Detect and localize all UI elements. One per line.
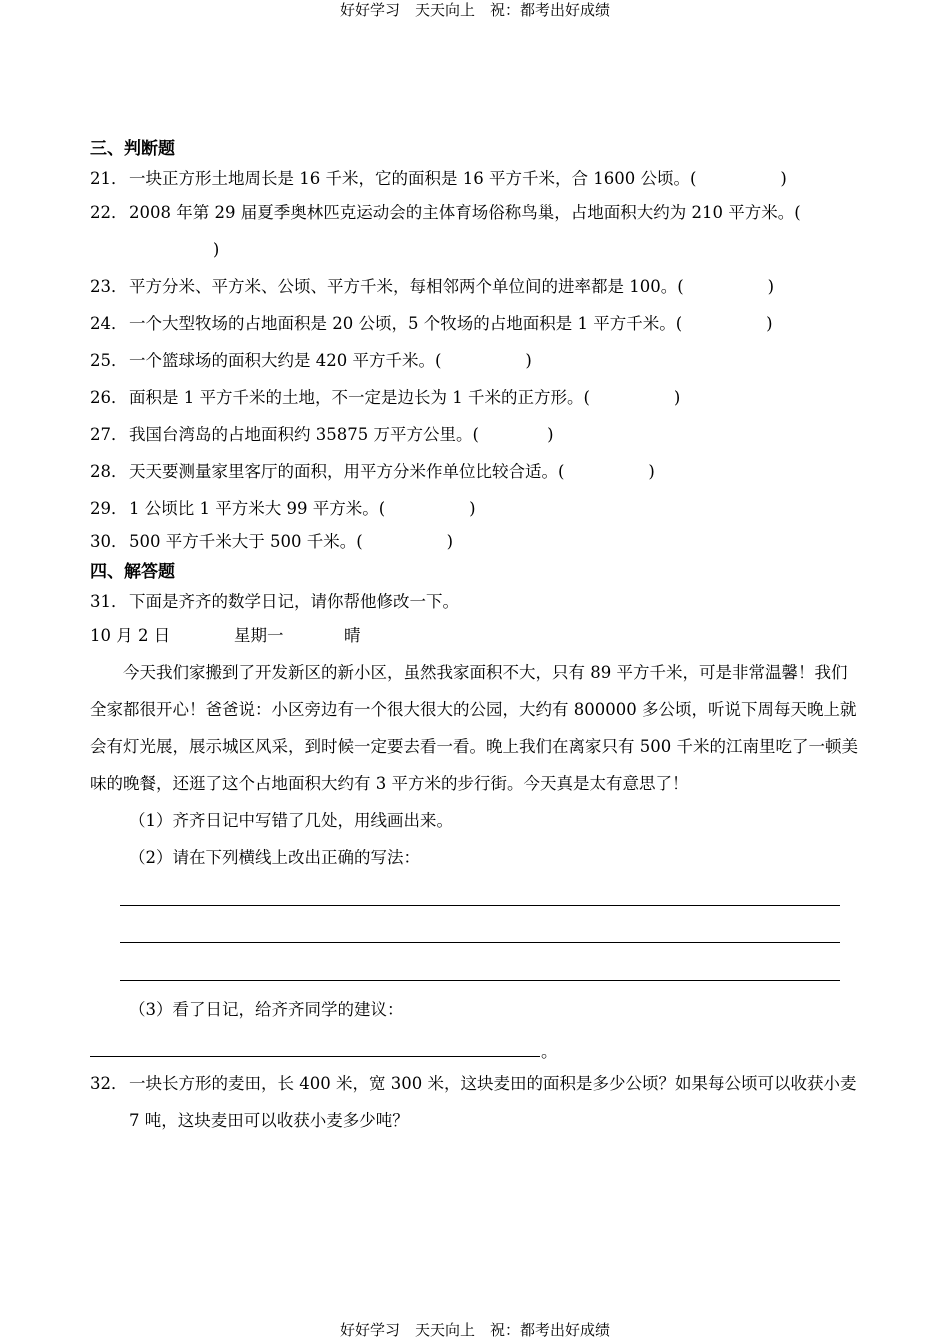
question-22 — [90, 194, 862, 268]
answer-blank[interactable] — [684, 277, 768, 296]
section-title-judgement: 三、判断题 — [90, 139, 175, 159]
paren-close: ) — [547, 425, 554, 444]
question-30 — [90, 527, 862, 557]
sub-question-2: （2）请在下列横线上改出正确的写法： — [129, 848, 420, 867]
page-footer: 好好学习 天天向上 祝：都考出好成绩 — [339, 1321, 610, 1339]
worksheet-content — [90, 134, 862, 1139]
question-number: 27． — [90, 425, 128, 444]
question-number: 26． — [90, 388, 128, 407]
question-number: 30． — [90, 532, 128, 551]
question-26 — [90, 379, 862, 416]
question-text: 面积是 1 平方千米的土地，不一定是边长为 1 千米的正方形。( — [129, 388, 590, 407]
answer-blank[interactable] — [363, 532, 447, 551]
sub-question-1: （1）齐齐日记中写错了几处，用线画出来。 — [129, 811, 453, 830]
question-number: 23． — [90, 277, 128, 296]
question-text: 平方分米、平方米、公顷、平方千米，每相邻两个单位间的进率都是 100。( — [129, 277, 684, 296]
answer-blank[interactable] — [441, 351, 525, 370]
question-text: 一块正方形土地周长是 16 千米，它的面积是 16 平方千米，合 1600 公顷。( — [129, 169, 697, 188]
page-header: 好好学习 天天向上 祝：都考出好成绩 — [339, 1, 610, 19]
question-number: 29． — [90, 499, 128, 518]
diary-paragraph: 今天我们家搬到了开发新区的新小区，虽然我家面积不大，只有 89 平方千米，可是非常温馨！我们全家都很开心！爸爸说：小区旁边有一个很大很大的公园，大约有 800000 多公顷，听说下周每天晚上就会有灯光展，展示城区风采，到时候一定要去看一看。晚上我们在离家只有 500 千米的江南里吃了一顿美味的晚餐，还逛了这个占地面积大约有 3 平方米的步行街。今天真是太有意思了！ — [90, 663, 858, 793]
diary-weather: 晴 — [344, 626, 361, 645]
question-number: 22． — [90, 203, 128, 222]
question-27 — [90, 416, 862, 453]
paren-close: ) — [648, 462, 655, 481]
paren-close: ) — [469, 499, 476, 518]
question-29 — [90, 490, 862, 527]
question-28 — [90, 453, 862, 490]
question-number: 21． — [90, 169, 128, 188]
answer-blank[interactable] — [385, 499, 469, 518]
answer-line[interactable] — [120, 980, 840, 981]
question-number: 28． — [90, 462, 128, 481]
question-21 — [90, 164, 862, 194]
paren-close: ) — [525, 351, 532, 370]
paren-close: ) — [212, 240, 220, 259]
answer-blank[interactable] — [682, 314, 766, 333]
question-number: 24． — [90, 314, 128, 333]
suggestion-line-row — [90, 1028, 862, 1065]
answer-line[interactable] — [120, 942, 840, 943]
paren-close: ) — [673, 388, 681, 407]
question-text: 一块长方形的麦田，长 400 米，宽 300 米，这块麦田的面积是多少公顷？如果每公顷可以收获小麦 7 吨，这块麦田可以收获小麦多少吨？ — [129, 1074, 857, 1130]
answer-blank[interactable] — [564, 462, 648, 481]
question-32 — [90, 1065, 862, 1139]
paren-close: ) — [766, 314, 773, 333]
question-31 — [90, 587, 862, 617]
question-text: 2008 年第 29 届夏季奥林匹克运动会的主体育场俗称鸟巢，占地面积大约为 210 平方米。( — [129, 203, 801, 222]
answer-blank[interactable] — [479, 425, 547, 444]
question-text: 天天要测量家里客厅的面积，用平方分米作单位比较合适。( — [129, 462, 565, 481]
answer-blank[interactable] — [590, 388, 674, 407]
question-24 — [90, 305, 862, 342]
question-text: 1 公顷比 1 平方米大 99 平方米。( — [129, 499, 386, 518]
question-25 — [90, 342, 862, 379]
diary-date: 10 月 2 日 — [90, 626, 171, 645]
answer-line[interactable] — [120, 905, 840, 906]
paren-close: ) — [780, 169, 787, 188]
suggestion-end-mark: 。 — [541, 1042, 558, 1061]
paren-close: ) — [767, 277, 775, 296]
question-number: 25． — [90, 351, 128, 370]
sub-question-3: （3）看了日记，给齐齐同学的建议： — [129, 1000, 404, 1019]
answer-blank[interactable] — [129, 240, 213, 259]
question-text: 一个大型牧场的占地面积是 20 公顷，5 个牧场的占地面积是 1 平方千米。( — [129, 314, 683, 333]
question-text: 我国台湾岛的占地面积约 35875 万平方公里。( — [129, 425, 479, 444]
diary-weekday: 星期一 — [234, 626, 284, 645]
answer-blank[interactable] — [696, 169, 780, 188]
diary-date-row — [90, 617, 862, 654]
question-text: 下面是齐齐的数学日记，请你帮他修改一下。 — [129, 592, 459, 611]
question-number: 31． — [90, 592, 128, 611]
suggestion-line[interactable] — [90, 1056, 540, 1057]
paren-close: ) — [446, 532, 454, 551]
question-23 — [90, 268, 862, 305]
question-text: 一个篮球场的面积大约是 420 平方千米。( — [129, 351, 442, 370]
answer-lines-area — [90, 876, 862, 991]
section-title-solve: 四、解答题 — [90, 562, 175, 582]
question-text: 500 平方千米大于 500 千米。( — [129, 532, 363, 551]
question-number: 32． — [90, 1074, 128, 1093]
